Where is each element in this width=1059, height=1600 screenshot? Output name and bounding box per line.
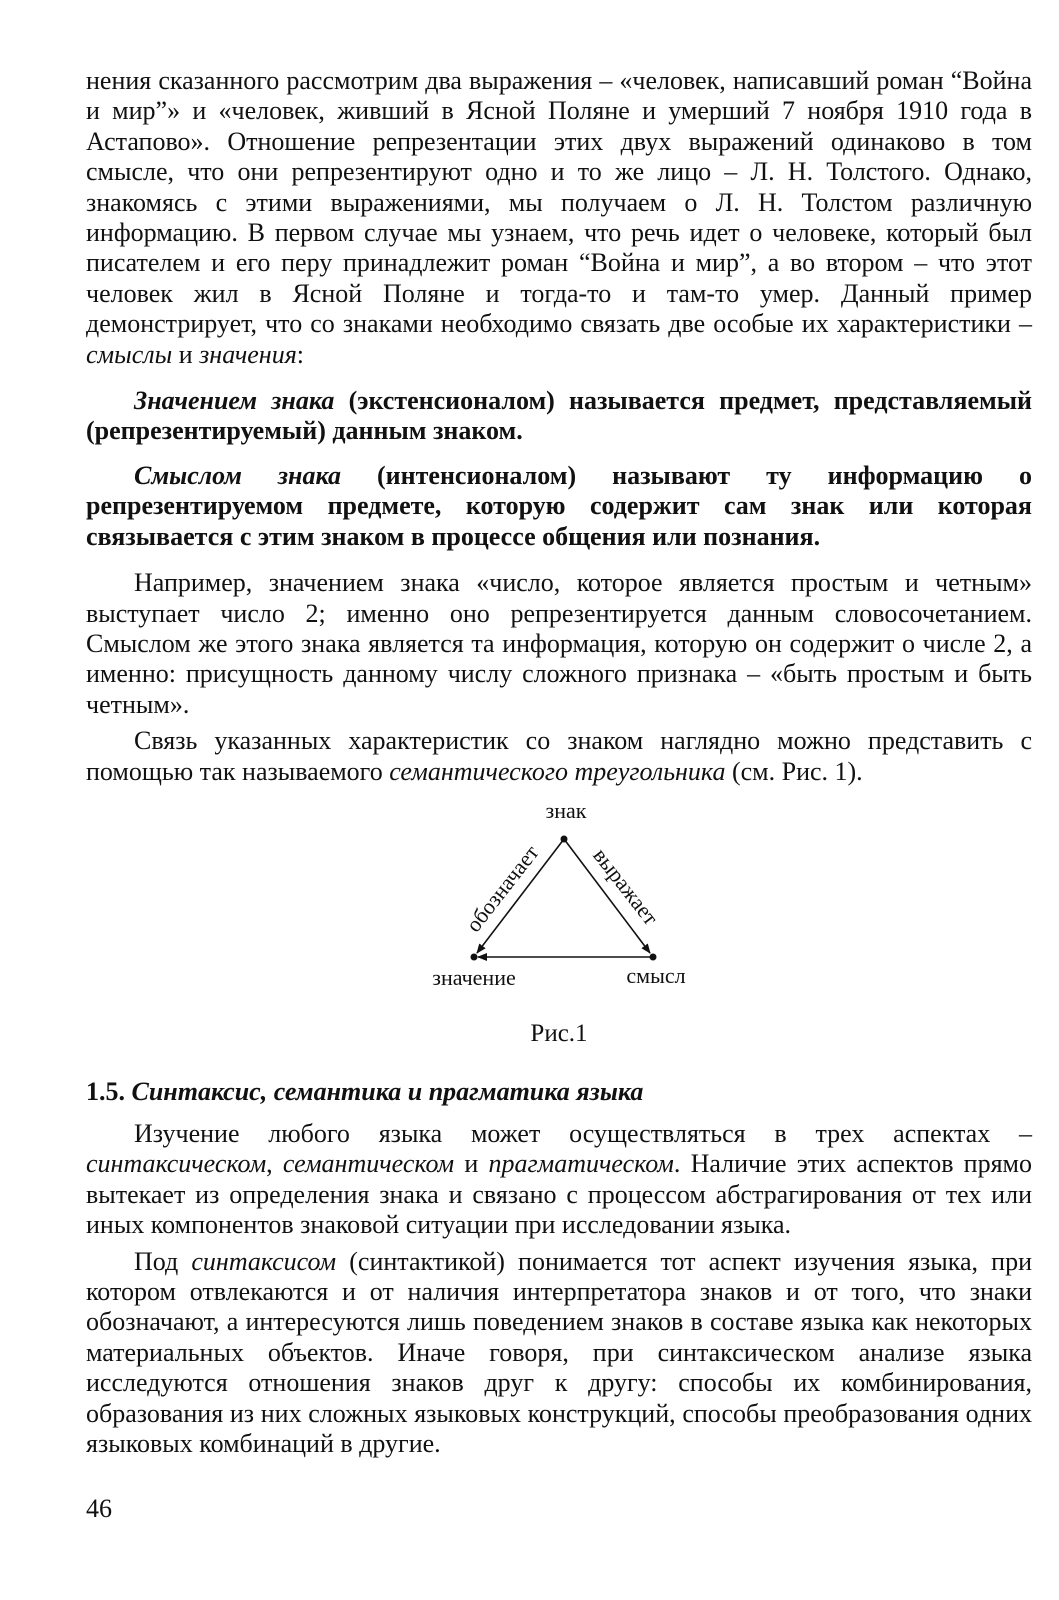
definition-sense-text: (интенсионалом) называют ту информацию о репрезентируемом предмете, которую содержит сам знак или которая связывается с этим знаком в процессе общения или познания. xyxy=(86,460,1032,551)
vertex-label-sign: знак xyxy=(545,797,587,823)
term-syntax: синтаксисом xyxy=(191,1246,337,1276)
paragraph-aspects-end: . Наличие этих аспектов прямо вытекает из определения знака и связано с процессом абстрагирования от тех или иных компонентов знаковой ситуации при исследовании языка. xyxy=(86,1149,1032,1240)
term-syntactic: синтаксическом xyxy=(86,1149,267,1179)
section-title: Синтаксис, семантика и прагматика языка xyxy=(131,1076,644,1106)
section-number: 1.5. xyxy=(86,1076,125,1106)
term-semantic: семантическом xyxy=(282,1149,455,1179)
page-content xyxy=(86,66,1032,1459)
paragraph-aspects xyxy=(86,1119,1032,1241)
paragraph-triangle-text: Связь указанных характеристик со знаком наглядно можно представить с помощью так называемого xyxy=(86,726,1032,786)
paragraph-1-text: нения сказанного рассмотрим два выражения – «человек, написавший роман “Война и мир”» и «человек, живший в Ясной Поляне и умерший 7 ноября 1910 года в Астапово». Отношение репрезентации этих двух выражений одинаково в том смысле, что они репрезентируют одно и то же лицо – Л. Н. Толстого. Однако, знакомясь с этими выражениями, мы получаем о Л. Н. Толстом различную информацию. В первом случае мы узнаем, что речь идет о человеке, который был писателем и его перу принадлежит роман “Война и мир”, а во втором – что этот человек жил в Ясной Поляне и тогда-то и там-то умер. Данный пример демонстрирует, что со знаками необходимо связать две особые их характеристики – xyxy=(86,66,1032,339)
semantic-triangle-figure xyxy=(86,795,1032,1057)
edge-label-denotes: обозначает xyxy=(460,840,544,937)
definition-sense-term: Смыслом знака xyxy=(134,460,342,490)
term-semantic-triangle: семантического треугольника xyxy=(389,756,726,786)
term-znacheniya: значения xyxy=(199,339,297,369)
definition-meaning xyxy=(86,386,1032,447)
paragraph-syntax-start: Под xyxy=(134,1246,192,1276)
paragraph-1-end: : xyxy=(296,339,305,369)
paragraph-triangle-intro xyxy=(86,726,1032,787)
term-pragmatic: прагматическом xyxy=(488,1149,674,1179)
edge-label-expresses: выражает xyxy=(588,843,664,930)
definition-sense xyxy=(86,461,1032,552)
paragraph-example: Например, значением знака «число, которое является простым и четным» выступает число 2; именно оно репрезентируется данным словосочетанием. Смыслом же этого знака является та информация, которую он содержит о числе 2, а именно: присущность данному числу сложного признака – «быть простым и быть четным». xyxy=(86,568,1032,719)
semantic-triangle-diagram xyxy=(86,795,1032,1015)
paragraph-aspects-sep: , xyxy=(266,1149,283,1179)
figure-reference: (см. Рис. 1). xyxy=(725,756,863,786)
paragraph-syntax xyxy=(86,1247,1032,1460)
vertex-label-meaning: значение xyxy=(432,964,516,990)
definition-meaning-term: Значением знака xyxy=(134,386,335,416)
paragraph-1 xyxy=(86,66,1032,370)
page-number: 46 xyxy=(86,1494,112,1523)
term-smysly: смыслы xyxy=(86,339,173,369)
figure-caption: Рис.1 xyxy=(530,1019,588,1047)
paragraph-aspects-text: Изучение любого языка может осуществляться в трех аспектах – xyxy=(134,1118,1032,1148)
paragraph-aspects-conj: и xyxy=(454,1149,489,1179)
definition-meaning-text: (экстенсионалом) называется предмет, представляемый (репрезентируемый) данным знаком. xyxy=(86,386,1032,446)
section-heading xyxy=(86,1077,1032,1107)
vertex-label-sense: смысл xyxy=(626,962,686,988)
paragraph-syntax-text: (синтактикой) понимается тот аспект изучения языка, при котором отвлекаются и от наличия интерпретатора знаков и от того, что знаки обозначают, а интересуются лишь поведением знаков в составе языка как некоторых материальных объектов. Иначе говоря, при синтаксическом анализе языка исследуются отношения знаков друг к другу: способы их комбинирования, образования из них сложных языковых конструкций, способы преобразования одних языковых комбинаций в другие. xyxy=(86,1246,1032,1458)
paragraph-1-conj: и xyxy=(172,339,200,369)
vertex-dot-meaning xyxy=(471,953,478,960)
